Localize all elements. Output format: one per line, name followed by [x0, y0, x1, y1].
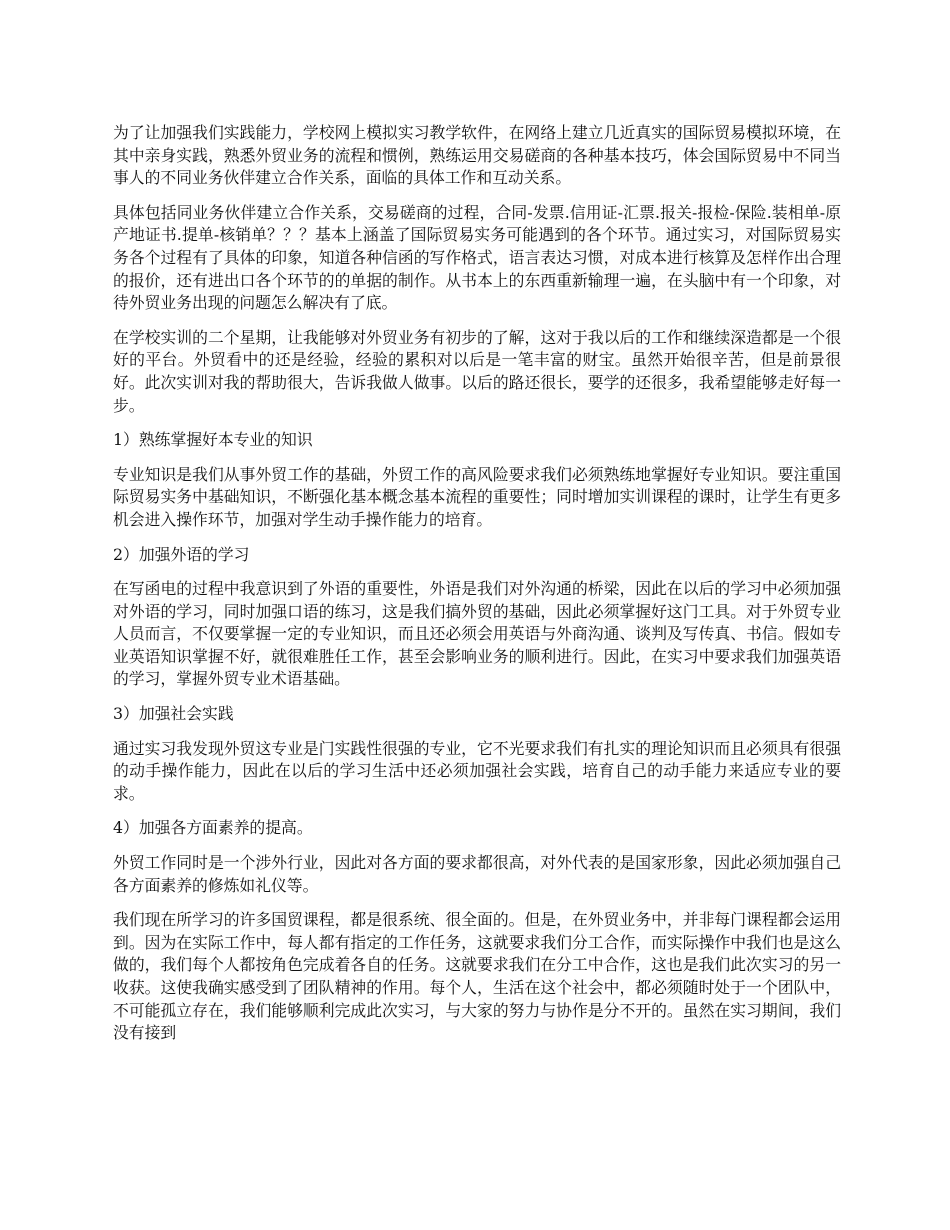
paragraph-language: 在写函电的过程中我意识到了外语的重要性，外语是我们对外沟通的桥梁，因此在以后的学习中必须加强对外语的学习，同时加强口语的练习，这是我们搞外贸的基础，因此必须掌握好这门工具。对于外贸专业人员而言，不仅要掌握一定的专业知识，而且还必须会用英语与外商沟通、谈判及写传真、书信。假如专业英语知识掌握不好，就很难胜任工作，甚至会影响业务的顺利进行。因此，在实习中要求我们加强英语的学习，掌握外贸专业术语基础。: [113, 579, 841, 689]
section-heading-4: 4）加强各方面素养的提高。: [113, 818, 313, 838]
paragraph-intro: 为了让加强我们实践能力，学校网上模拟实习教学软件，在网络上建立几近真实的国际贸易模拟环境，在其中亲身实践，熟悉外贸业务的流程和惯例，熟练运用交易磋商的各种基本技巧，体会国际贸易中不同当事人的不同业务伙伴建立合作关系，面临的具体工作和互动关系。: [113, 123, 841, 188]
section-heading-3: 3）加强社会实践: [113, 704, 234, 724]
paragraph-training: 在学校实训的二个星期，让我能够对外贸业务有初步的了解，这对于我以后的工作和继续深造都是一个很好的平台。外贸看中的还是经验，经验的累积对以后是一笔丰富的财宝。虽然开始很辛苦，但是前景很好。此次实训对我的帮助很大，告诉我做人做事。以后的路还很长，要学的还很多，我希望能够走好每一步。: [113, 327, 841, 415]
document-body: [113, 122, 841, 1057]
section-heading-1: 1）熟练掌握好本专业的知识: [113, 430, 313, 450]
paragraph-teamwork: 我们现在所学习的许多国贸课程，都是很系统、很全面的。但是，在外贸业务中，并非每门课程都会运用到。因为在实际工作中，每人都有指定的工作任务，这就要求我们分工合作，而实际操作中我们也是这么做的，我们每个人都按角色完成着各自的任务。这就要求我们在分工中合作，这也是我们此次实习的另一收获。这使我确实感受到了团队精神的作用。每个人，生活在这个社会中，都必须随时处于一个团队中，不可能孤立存在，我们能够顺利完成此次实习，与大家的努力与协作是分不开的。虽然在实习期间，我们没有接到: [113, 910, 841, 1043]
paragraph-practice: 通过实习我发现外贸这专业是门实践性很强的专业，它不光要求我们有扎实的理论知识而且必须具有很强的动手操作能力，因此在以后的学习生活中还必须加强社会实践，培育自己的动手能力来适应专业的要求。: [113, 738, 841, 803]
paragraph-quality: 外贸工作同时是一个涉外行业，因此对各方面的要求都很高，对外代表的是国家形象，因此必须加强自己各方面素养的修炼如礼仪等。: [113, 853, 841, 895]
paragraph-scope: 具体包括同业务伙伴建立合作关系，交易磋商的过程，合同-发票.信用证-汇票.报关-报检-保险.装相单-原产地证书.提单-核销单？？？基本上涵盖了国际贸易实务可能遇到的各个环节。通过实习，对国际贸易实务各个过程有了具体的印象，知道各种信函的写作格式，语言表达习惯，对成本进行核算及怎样作出合理的报价，还有进出口各个环节的的单据的制作。从书本上的东西重新输理一遍，在头脑中有一个印象，对待外贸业务出现的问题怎么解决有了底。: [113, 202, 841, 313]
section-heading-2: 2）加强外语的学习: [113, 544, 250, 564]
paragraph-knowledge: 专业知识是我们从事外贸工作的基础，外贸工作的高风险要求我们必须熟练地掌握好专业知识。要注重国际贸易实务中基础知识，不断强化基本概念基本流程的重要性；同时增加实训课程的课时，让学生有更多机会进入操作环节，加强对学生动手操作能力的培育。: [113, 464, 841, 529]
